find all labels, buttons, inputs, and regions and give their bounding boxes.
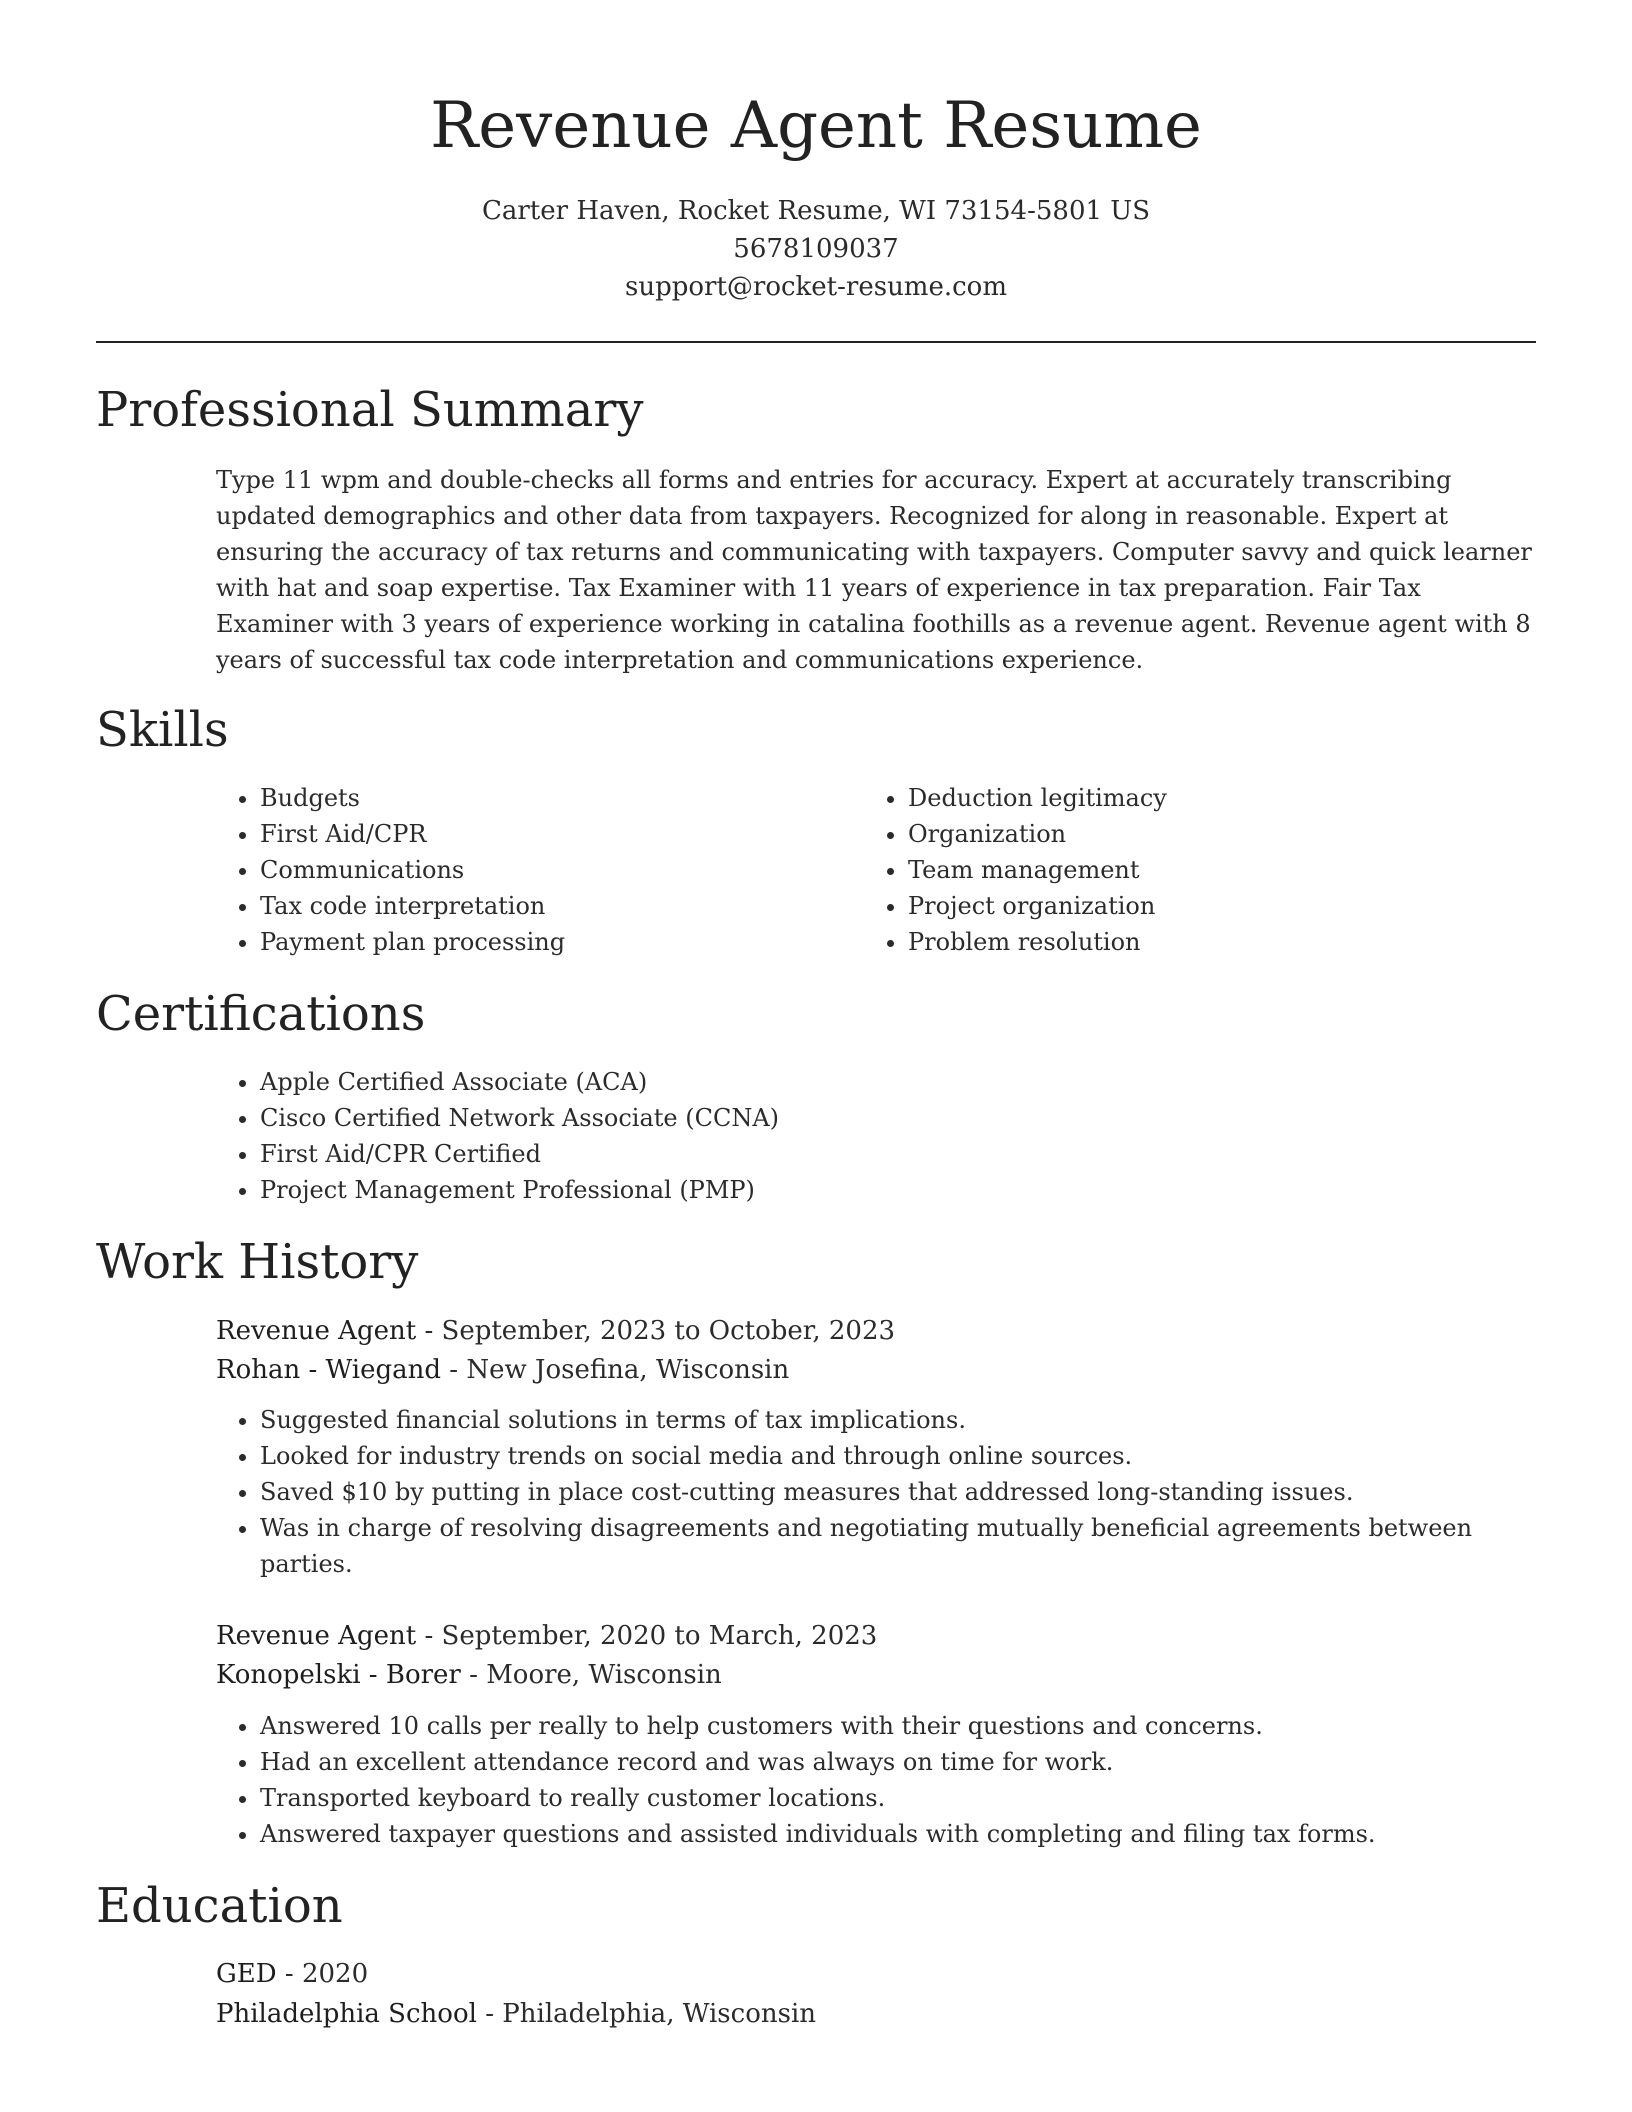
skill-item: • Payment plan processing — [260, 924, 860, 960]
contact-email: support@rocket-resume.com — [624, 272, 1007, 302]
job-company: Rohan - Wiegand — [216, 1355, 442, 1385]
job-location: Moore, Wisconsin — [486, 1660, 722, 1690]
summary-text: Type 11 wpm and double-checks all forms and entries for accuracy. Expert at accurately transcribing updated demographics and other data from taxpayers. Recognized for along in reasonable. Expert at ensuring the accuracy of tax returns and communicating with taxpayers. Computer savvy and quick learner with hat and soap expertise. Tax Examiner with 11 years of experience in tax preparation. Fair Tax Examiner with 3 years of experience working in catalina foothills as a revenue agent. Revenue agent with 8 years of successful tax code interpretation and communications experience. — [216, 466, 1532, 674]
education-degree: GED — [216, 1959, 277, 1989]
job-dates: September, 2023 to October, 2023 — [441, 1316, 896, 1346]
job-location: New Josefina, Wisconsin — [466, 1355, 790, 1385]
skill-item: • Project organization — [908, 888, 1508, 924]
certifications-heading: Certifications — [96, 986, 426, 1042]
job-bullet: • Was in charge of resolving disagreements and negotiating mutually beneficial agreements between parties. — [260, 1510, 1500, 1582]
skill-item: • Communications — [260, 852, 860, 888]
certification-item: • Cisco Certified Network Associate (CCNA) — [260, 1100, 1460, 1136]
skill-item: • Organization — [908, 816, 1508, 852]
header-divider — [96, 341, 1536, 343]
job-bullets — [216, 1402, 1500, 1582]
job-dates: September, 2020 to March, 2023 — [441, 1621, 878, 1651]
job-bullet: • Answered 10 calls per really to help customers with their questions and concerns. — [260, 1708, 1500, 1744]
contact-address: Carter Haven, Rocket Resume, WI 73154-5801 US — [481, 196, 1151, 226]
contact-block — [0, 192, 1632, 306]
job-company: Konopelski - Borer — [216, 1660, 461, 1690]
job-bullet: • Saved $10 by putting in place cost-cutting measures that addressed long-standing issues. — [260, 1474, 1500, 1510]
job-bullets — [216, 1708, 1500, 1852]
skill-item: • First Aid/CPR — [260, 816, 860, 852]
skill-item: • Team management — [908, 852, 1508, 888]
education-degree-line: GED - 2020 — [216, 1959, 369, 1989]
job-title: Revenue Agent — [216, 1316, 417, 1346]
job-title-line: Revenue Agent - September, 2020 to March, 2023 — [216, 1621, 878, 1651]
education-heading: Education — [96, 1878, 343, 1934]
job-bullet: • Transported keyboard to really customer locations. — [260, 1780, 1500, 1816]
education-school: Philadelphia School — [216, 1999, 477, 2029]
job-bullet: • Answered taxpayer questions and assisted individuals with completing and filing tax forms. — [260, 1816, 1500, 1852]
job-bullet: • Had an excellent attendance record and was always on time for work. — [260, 1744, 1500, 1780]
job-title: Revenue Agent — [216, 1621, 417, 1651]
job-company-line: Konopelski - Borer - Moore, Wisconsin — [216, 1660, 722, 1690]
skills-heading: Skills — [96, 702, 229, 758]
skills-list-left — [216, 780, 860, 960]
skills-list-right — [864, 780, 1508, 960]
skill-item: • Tax code interpretation — [260, 888, 860, 924]
certification-item: • Project Management Professional (PMP) — [260, 1172, 1460, 1208]
contact-phone: 5678109037 — [733, 234, 899, 264]
education-school-line: Philadelphia School - Philadelphia, Wisconsin — [216, 1999, 817, 2029]
job-title-line: Revenue Agent - September, 2023 to October, 2023 — [216, 1316, 896, 1346]
skill-item: • Problem resolution — [908, 924, 1508, 960]
education-year: 2020 — [301, 1959, 369, 1989]
education-location: Philadelphia, Wisconsin — [502, 1999, 817, 2029]
certification-item: • First Aid/CPR Certified — [260, 1136, 1460, 1172]
skill-item: • Deduction legitimacy — [908, 780, 1508, 816]
certification-item: • Apple Certified Associate (ACA) — [260, 1064, 1460, 1100]
job-bullet: • Suggested financial solutions in terms of tax implications. — [260, 1402, 1500, 1438]
resume-title: Revenue Agent Resume — [430, 89, 1202, 163]
work-history-heading: Work History — [96, 1234, 419, 1290]
job-bullet: • Looked for industry trends on social media and through online sources. — [260, 1438, 1500, 1474]
job-company-line: Rohan - Wiegand - New Josefina, Wisconsin — [216, 1355, 790, 1385]
summary-heading: Professional Summary — [96, 382, 644, 438]
certifications-list — [216, 1064, 1460, 1208]
skill-item: • Budgets — [260, 780, 860, 816]
